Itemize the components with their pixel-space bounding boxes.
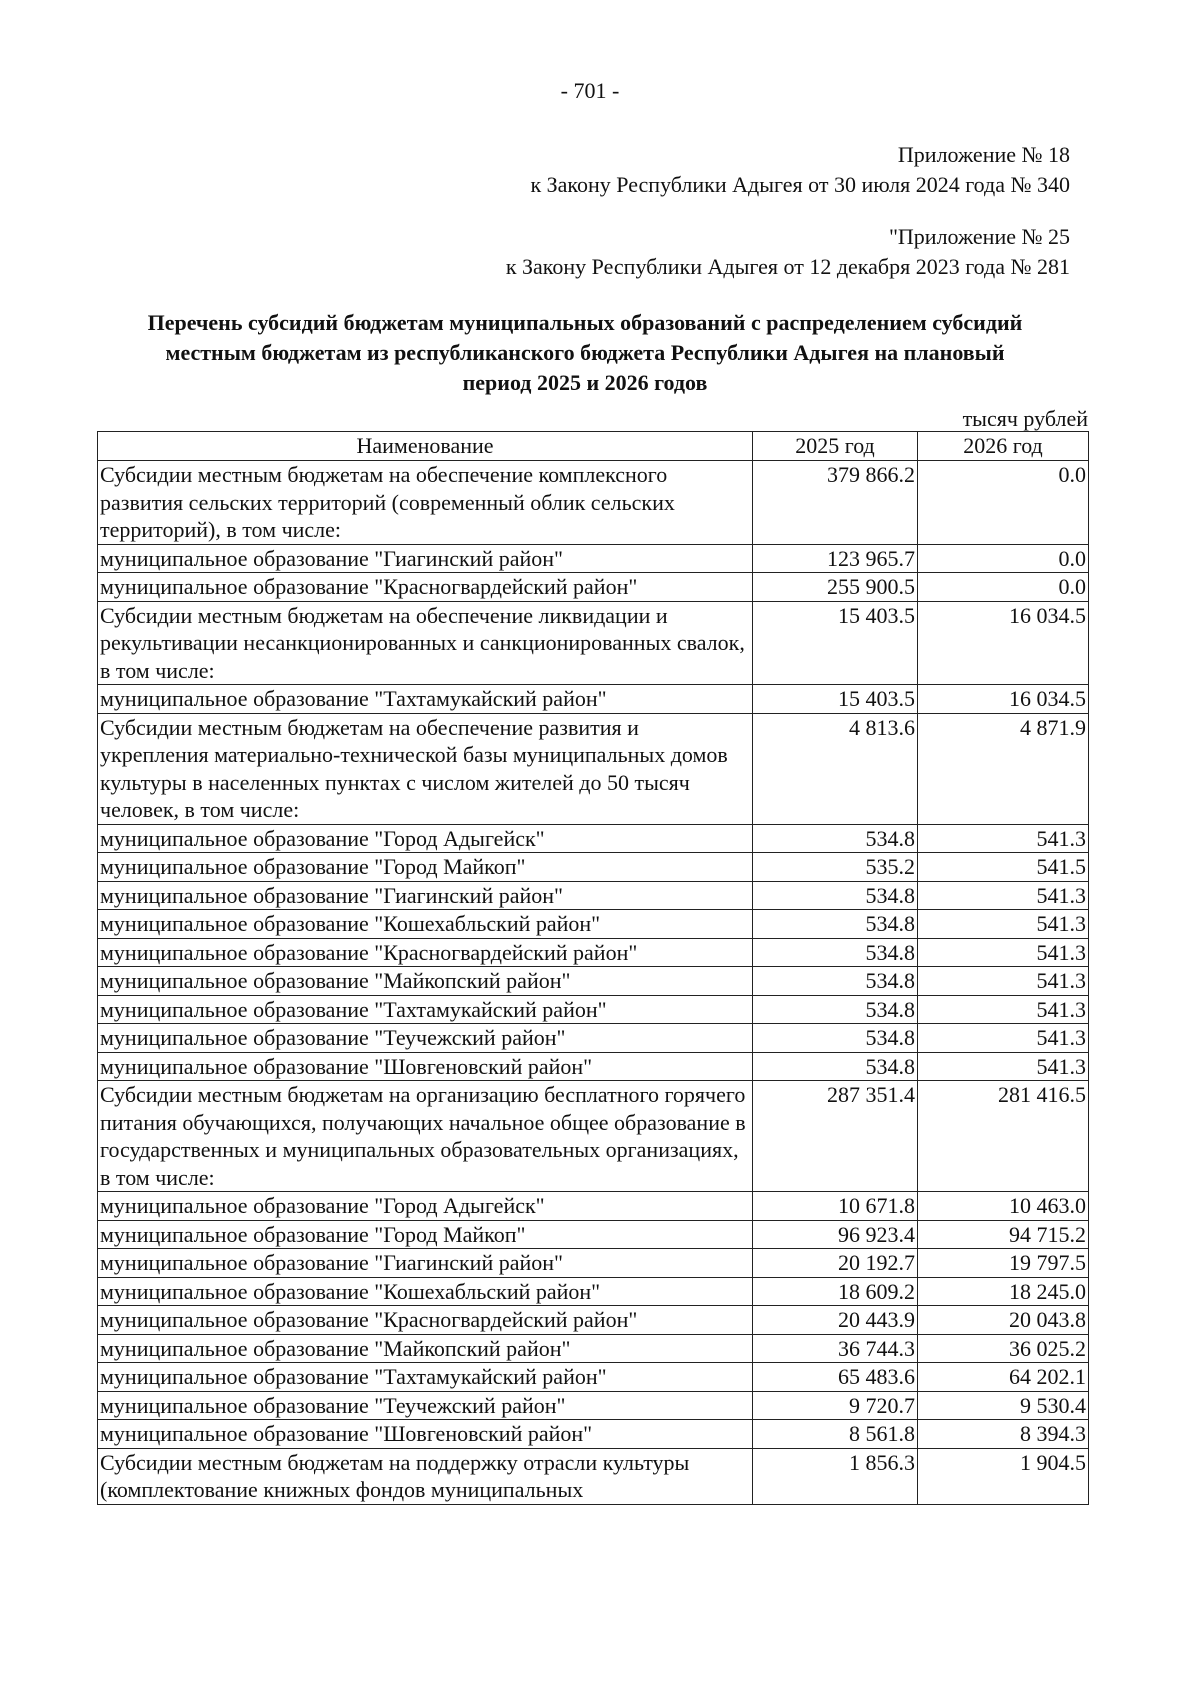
row-name-cell: муниципальное образование "Гиагинский район": [98, 881, 753, 910]
row-name-cell: муниципальное образование "Майкопский район": [98, 967, 753, 996]
table-row: [98, 1081, 1089, 1192]
row-2025-cell: 534.8: [753, 881, 918, 910]
table-row: [98, 1363, 1089, 1392]
row-2025-cell: 18 609.2: [753, 1277, 918, 1306]
table-row: [98, 573, 1089, 602]
table-header-row: [98, 432, 1089, 461]
row-2025-cell: 15 403.5: [753, 685, 918, 714]
table-row: [98, 853, 1089, 882]
row-2025-cell: 65 483.6: [753, 1363, 918, 1392]
row-name-cell: муниципальное образование "Красногвардейский район": [98, 573, 753, 602]
row-2026-cell: 18 245.0: [918, 1277, 1089, 1306]
row-name-cell: Субсидии местным бюджетам на обеспечение ликвидации и рекультивации несанкционированных и санкционированных свалок, в том числе:: [98, 601, 753, 685]
row-2025-cell: 36 744.3: [753, 1334, 918, 1363]
row-2025-cell: 15 403.5: [753, 601, 918, 685]
table-row: [98, 1220, 1089, 1249]
table-row: [98, 1192, 1089, 1221]
title-line1: Перечень субсидий бюджетам муниципальных образований с распределением субсидий: [147, 310, 1023, 335]
table-row: [98, 685, 1089, 714]
units-label: тысяч рублей: [962, 406, 1088, 431]
row-name-cell: муниципальное образование "Теучежский район": [98, 1391, 753, 1420]
row-2025-cell: 535.2: [753, 853, 918, 882]
row-name-cell: муниципальное образование "Кошехабльский район": [98, 910, 753, 939]
table-row: [98, 1334, 1089, 1363]
row-2026-cell: 541.3: [918, 881, 1089, 910]
row-2025-cell: 20 192.7: [753, 1249, 918, 1278]
row-2025-cell: 96 923.4: [753, 1220, 918, 1249]
table-row: [98, 938, 1089, 967]
row-2026-cell: 541.5: [918, 853, 1089, 882]
row-2026-cell: 541.3: [918, 910, 1089, 939]
row-name-cell: муниципальное образование "Кошехабльский район": [98, 1277, 753, 1306]
row-2026-cell: 541.3: [918, 995, 1089, 1024]
row-name-cell: муниципальное образование "Город Адыгейск": [98, 1192, 753, 1221]
table-row: [98, 1306, 1089, 1335]
row-name-cell: муниципальное образование "Тахтамукайский район": [98, 995, 753, 1024]
row-2026-cell: 541.3: [918, 967, 1089, 996]
row-2026-cell: 94 715.2: [918, 1220, 1089, 1249]
row-2026-cell: 19 797.5: [918, 1249, 1089, 1278]
row-name-cell: муниципальное образование "Красногвардейский район": [98, 1306, 753, 1335]
row-2025-cell: 20 443.9: [753, 1306, 918, 1335]
table-row: [98, 1420, 1089, 1449]
row-2025-cell: 287 351.4: [753, 1081, 918, 1192]
row-name-cell: муниципальное образование "Красногвардейский район": [98, 938, 753, 967]
appendix-current: [530, 140, 1070, 200]
row-name-cell: муниципальное образование "Шовгеновский район": [98, 1420, 753, 1449]
row-name-cell: муниципальное образование "Тахтамукайский район": [98, 1363, 753, 1392]
row-2025-cell: 9 720.7: [753, 1391, 918, 1420]
table-row: [98, 1249, 1089, 1278]
row-2026-cell: 541.3: [918, 824, 1089, 853]
row-2025-cell: 379 866.2: [753, 461, 918, 545]
row-2025-cell: 123 965.7: [753, 544, 918, 573]
row-name-cell: муниципальное образование "Город Майкоп": [98, 1220, 753, 1249]
row-name-cell: муниципальное образование "Город Адыгейск": [98, 824, 753, 853]
row-2026-cell: 8 394.3: [918, 1420, 1089, 1449]
table-row: [98, 881, 1089, 910]
row-2025-cell: 534.8: [753, 1024, 918, 1053]
table-row: [98, 967, 1089, 996]
row-name-cell: муниципальное образование "Город Майкоп": [98, 853, 753, 882]
table-body: [98, 461, 1089, 1505]
row-name-cell: муниципальное образование "Тахтамукайский район": [98, 685, 753, 714]
row-2026-cell: 541.3: [918, 1052, 1089, 1081]
row-name-cell: Субсидии местным бюджетам на поддержку отрасли культуры (комплектование книжных фондов муниципальных: [98, 1448, 753, 1504]
row-2026-cell: 0.0: [918, 461, 1089, 545]
row-2025-cell: 8 561.8: [753, 1420, 918, 1449]
row-2026-cell: 541.3: [918, 1024, 1089, 1053]
title-line3: период 2025 и 2026 годов: [462, 370, 708, 395]
row-name-cell: Субсидии местным бюджетам на организацию бесплатного горячего питания обучающихся, получающих начальное общее образование в государственных и муниципальных образовательных организациях, в том числе:: [98, 1081, 753, 1192]
row-2025-cell: 4 813.6: [753, 713, 918, 824]
subsidies-table: [97, 431, 1089, 1505]
appendix-original-line2: к Закону Республики Адыгея от 12 декабря 2023 года № 281: [505, 254, 1070, 279]
row-2026-cell: 64 202.1: [918, 1363, 1089, 1392]
table-row: [98, 1391, 1089, 1420]
header-2025: 2025 год: [753, 432, 918, 461]
table-row: [98, 824, 1089, 853]
row-2026-cell: 9 530.4: [918, 1391, 1089, 1420]
row-2025-cell: 534.8: [753, 995, 918, 1024]
row-name-cell: муниципальное образование "Майкопский район": [98, 1334, 753, 1363]
row-2026-cell: 20 043.8: [918, 1306, 1089, 1335]
document-title: [90, 308, 1080, 398]
row-2026-cell: 281 416.5: [918, 1081, 1089, 1192]
appendix-original-line1: "Приложение № 25: [888, 224, 1070, 249]
row-2025-cell: 1 856.3: [753, 1448, 918, 1504]
page-number: - 701 -: [560, 78, 620, 103]
table-row: [98, 1052, 1089, 1081]
row-2025-cell: 10 671.8: [753, 1192, 918, 1221]
row-name-cell: муниципальное образование "Теучежский район": [98, 1024, 753, 1053]
row-2026-cell: 4 871.9: [918, 713, 1089, 824]
appendix-current-line1: Приложение № 18: [897, 142, 1070, 167]
row-2025-cell: 534.8: [753, 824, 918, 853]
header-name: Наименование: [98, 432, 753, 461]
row-2026-cell: 10 463.0: [918, 1192, 1089, 1221]
row-2026-cell: 16 034.5: [918, 601, 1089, 685]
row-name-cell: Субсидии местным бюджетам на обеспечение развития и укрепления материально-технической базы муниципальных домов культуры в населенных пунктах с числом жителей до 50 тысяч человек, в том числе:: [98, 713, 753, 824]
row-2025-cell: 534.8: [753, 938, 918, 967]
row-2026-cell: 36 025.2: [918, 1334, 1089, 1363]
table-row: [98, 713, 1089, 824]
row-name-cell: муниципальное образование "Шовгеновский район": [98, 1052, 753, 1081]
row-2026-cell: 0.0: [918, 544, 1089, 573]
table-row: [98, 1024, 1089, 1053]
row-2026-cell: 0.0: [918, 573, 1089, 602]
appendix-original: [506, 222, 1070, 282]
row-name-cell: муниципальное образование "Гиагинский район": [98, 544, 753, 573]
table-row: [98, 601, 1089, 685]
table-row: [98, 910, 1089, 939]
row-2025-cell: 534.8: [753, 910, 918, 939]
table-row: [98, 1277, 1089, 1306]
table-row: [98, 1448, 1089, 1504]
appendix-current-line2: к Закону Республики Адыгея от 30 июля 2024 года № 340: [530, 172, 1070, 197]
title-line2: местным бюджетам из республиканского бюджета Республики Адыгея на плановый: [165, 340, 1005, 365]
row-name-cell: муниципальное образование "Гиагинский район": [98, 1249, 753, 1278]
row-2025-cell: 534.8: [753, 1052, 918, 1081]
table-row: [98, 461, 1089, 545]
row-2026-cell: 16 034.5: [918, 685, 1089, 714]
row-2026-cell: 1 904.5: [918, 1448, 1089, 1504]
header-2026: 2026 год: [918, 432, 1089, 461]
table-row: [98, 995, 1089, 1024]
row-2026-cell: 541.3: [918, 938, 1089, 967]
table-row: [98, 544, 1089, 573]
row-2025-cell: 255 900.5: [753, 573, 918, 602]
row-name-cell: Субсидии местным бюджетам на обеспечение комплексного развития сельских территорий (современный облик сельских территорий), в том числе:: [98, 461, 753, 545]
row-2025-cell: 534.8: [753, 967, 918, 996]
